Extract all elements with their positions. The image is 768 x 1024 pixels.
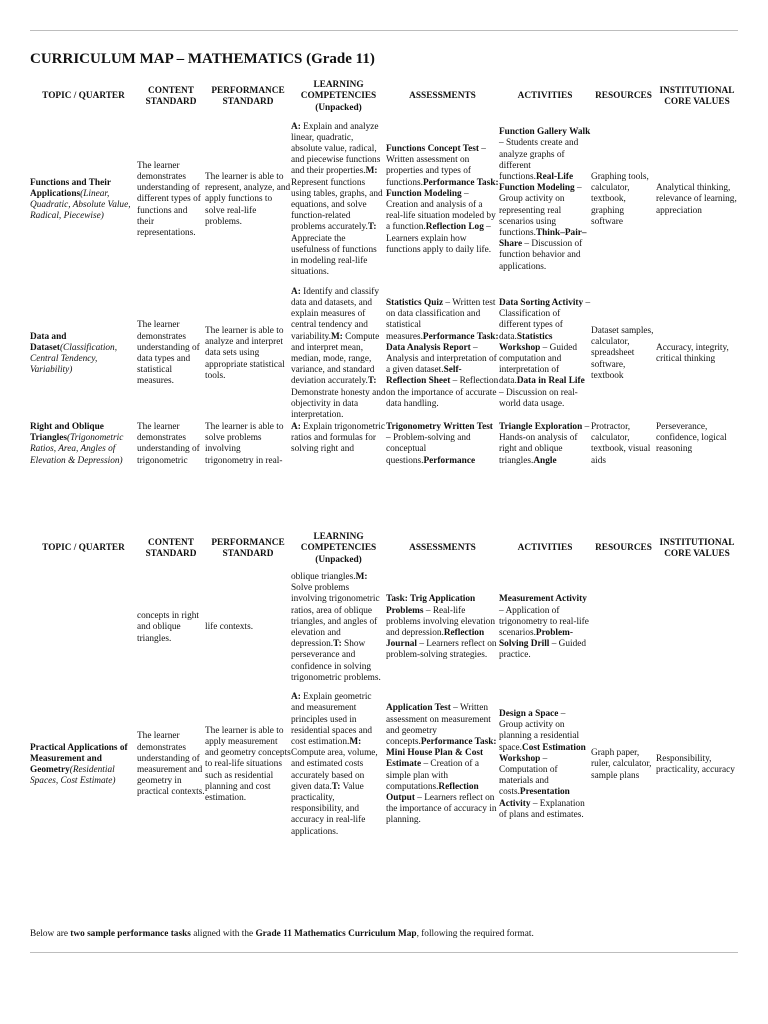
curriculum-table-part-1 [30,80,738,472]
cell-text: – Reflection on the importance of accurate data handling. [386,376,499,409]
cell-text: Show perseverance and confidence in solving trigonometric problems. [291,639,381,683]
header-topic: TOPIC / QUARTER [42,91,125,102]
footer-prefix: Below are [30,929,71,939]
topic-cell [30,286,137,422]
cell-text: Explain trigonometric ratios and formulas for solving right and [291,422,385,455]
footer-bold-tasks: two sample performance tasks [70,929,191,939]
cell-text: – Creation of a simple plan with computations. [386,759,479,792]
performance-standard-cell: The learner is able to apply measurement and geometry concepts to real-life situations such as residential planning and cost estimation. [205,725,291,803]
table-row [30,690,738,840]
cell-label: Triangle Exploration [499,422,583,432]
cell-label: M: [330,331,343,342]
resources-cell: Dataset samples, calculator, spreadsheet software, textbook [591,325,654,381]
cell-label: Think–Pair–Share [499,228,587,250]
resources-cell: Graph paper, ruler, calculator, sample plans [591,748,652,781]
header-performance-standard: PERFORMANCE STANDARD [211,537,285,559]
header-assessments: ASSESSMENTS [409,91,476,102]
topic-cell [30,566,137,690]
cell-text: – Application of trigonometry to real-life scenarios. [499,605,589,638]
cell-text: – Written assessment on properties and types of functions. [386,143,486,188]
core-values-cell: Accuracy, integrity, critical thinking [656,342,729,364]
curriculum-table [30,80,738,472]
cell-label: Data in Real Life [516,376,585,387]
topic-name: Data and Dataset [30,331,67,353]
cell-label: Application Test [386,703,451,714]
cell-text: Compute and interpret mean, median, mode, range, variance, and standard deviation accurately. [291,331,380,387]
competencies-cell [291,114,386,286]
header-topic: TOPIC / QUARTER [42,543,125,554]
assessments-cell [386,422,499,472]
cell-label: A: [291,121,301,132]
cell-text: Appreciate the usefulness of functions in modeling real-life situations. [291,233,377,278]
bottom-rule [30,952,738,953]
competencies-cell [291,690,386,840]
cell-text: – Learners explain how functions apply to daily life. [386,222,492,255]
header-activities: ACTIVITIES [517,91,573,102]
topic-cell [30,422,137,472]
cell-text: – Group activity on planning a residential space. [499,708,580,753]
cell-label: Functions Concept Test [386,143,479,154]
table-row [30,566,738,690]
cell-label: Trigonometry Written Test [386,422,493,432]
activities-cell [499,566,591,690]
resources-cell: Graphing tools, calculator, textbook, graphing software [591,171,649,227]
table-row [30,422,738,472]
cell-text: – Learners reflect on the importance of accuracy in planning. [386,793,497,826]
activities-cell [499,114,591,286]
content-standard-cell: The learner demonstrates understanding of trigonometric [137,422,200,466]
cell-text: Explain and analyze linear, quadratic, absolute value, radical, and piecewise functions and their properties. [291,121,381,177]
activities-cell [499,286,591,422]
footer-note [30,929,534,939]
cell-label: Performance Task: Data Analysis Report [386,331,499,353]
resources-cell: Protractor, calculator, textbook, visual aids [591,422,651,466]
cell-text: – Written test on data classification and statistical measures. [386,297,496,342]
cell-text: Demonstrate honesty and objectivity in data interpretation. [291,387,386,421]
cell-label: Performance [423,455,476,466]
cell-text: – Real-life problems involving elevation and depression. [386,605,495,638]
assessments-cell [386,690,499,840]
cell-text: Identify and classify data and datasets, and explain measures of central tendency and variability. [291,286,380,342]
cell-label: Function Gallery Walk [499,127,591,138]
cell-label: Design a Space [499,708,559,719]
topic-name: Practical Applications of Measurement and Geometry [30,742,128,775]
topic-subtopics: (Linear, Quadratic, Absolute Value, Radical, Piecewise) [30,188,131,222]
cell-label: Performance Task: Mini House Plan & Cost Estimate [386,736,497,770]
cell-label: Problem-Solving Drill [499,628,573,650]
competencies-cell [291,566,386,690]
header-content-standard: CONTENT STANDARD [145,85,197,107]
activities-cell [499,422,591,472]
header-learning-competencies: LEARNING COMPETENCIES (Unpacked) [300,532,377,565]
header-core-values: INSTITUTIONAL CORE VALUES [659,537,735,559]
cell-text: Solve problems involving trigonometric ratios, area of oblique triangles, and angles of elevation and depression. [291,583,380,650]
header-core-values: INSTITUTIONAL CORE VALUES [659,85,735,107]
header-resources: RESOURCES [595,91,652,102]
cell-text: – Creation and analysis of a real-life situation modeled by a function. [386,188,496,233]
competencies-cell [291,286,386,422]
performance-standard-cell: The learner is able to solve problems involving trigonometry in real- [205,422,284,466]
activities-cell [499,690,591,840]
cell-label: M: [349,736,362,747]
core-values-cell [656,566,738,690]
cell-label: Reflection Journal [386,628,485,650]
cell-label: A: [291,422,301,432]
cell-text: – Group activity on representing real scenarios using functions. [499,183,582,238]
topic-cell [30,690,137,840]
cell-label: Presentation Activity [499,787,570,809]
top-rule [30,30,738,31]
content-standard-cell: The learner demonstrates understanding of data types and statistical measures. [137,320,200,387]
footer-bold-map: Grade 11 Mathematics Curriculum Map [255,929,417,939]
cell-label: Angle [533,455,557,466]
core-values-cell: Responsibility, practicality, accuracy [656,753,735,775]
topic-name: Right and Oblique Triangles [30,422,104,444]
cell-text: – Hands-on analysis of right and oblique triangles. [499,422,590,466]
assessments-cell [386,566,499,690]
cell-text: – Analysis and interpretation of a given dataset. [386,342,497,376]
cell-text: Explain geometric and measurement principles used in residential spaces and cost estimation. [291,692,373,747]
header-resources: RESOURCES [595,543,652,554]
cell-text: – Discussion of function behavior and applications. [499,239,583,272]
cell-text: – Classification of different types of data. [499,297,591,342]
cell-label: T: [367,222,377,233]
topic-name: Functions and Their Applications [30,177,111,199]
cell-text: – Guided computation and interpretation of data. [499,342,578,387]
cell-text: – Discussion on real-world data usage. [499,387,578,409]
cell-text: – Learners reflect on problem-solving strategies. [386,639,497,661]
cell-label: Task: Trig Application Problems [386,594,476,616]
cell-label: T: [367,376,377,387]
cell-label: A: [291,692,301,703]
header-assessments: ASSESSMENTS [409,543,476,554]
topic-subtopics: (Classification, Central Tendency, Variability) [30,342,118,376]
competencies-cell [291,422,386,472]
cell-label: T: [333,639,342,650]
cell-label: Reflection Log [425,222,484,233]
assessments-cell [386,114,499,286]
cell-label: Statistics Quiz [386,297,444,308]
cell-label: Real-Life Function Modeling [499,171,575,194]
content-standard-cell: concepts in right and oblique triangles. [137,611,199,644]
core-values-cell: Analytical thinking, relevance of learning, appreciation [656,183,737,216]
core-values-cell: Perseverance, confidence, logical reasoning [656,422,727,455]
cell-label: T: [331,781,341,792]
table-header-row [30,80,738,114]
cell-text: – Written assessment on measurement and geometry concepts. [386,703,491,747]
cell-label: M: [355,571,368,582]
cell-text: oblique triangles. [291,571,356,582]
document-title: CURRICULUM MAP – MATHEMATICS (Grade 11) [30,51,375,67]
header-content-standard: CONTENT STANDARD [145,537,197,559]
content-standard-cell: The learner demonstrates understanding of different types of functions and their representations. [137,160,201,238]
cell-text: – Students create and analyze graphs of different functions. [499,138,579,182]
cell-label: Reflection Output [386,781,479,803]
curriculum-table-continued [30,532,738,840]
cell-text: Represent functions using tables, graphs, and equations, and solve function-related problems accurately. [291,177,383,233]
performance-standard-cell: The learner is able to represent, analyze, and apply functions to solve real-life problems. [205,171,291,227]
performance-standard-cell: life contexts. [205,622,254,633]
cell-label: Measurement Activity [499,594,587,605]
footer-suffix: , following the required format. [416,929,534,939]
table-row [30,286,738,422]
cell-label: Data Sorting Activity [499,297,584,308]
cell-text: Compute area, volume, and estimated costs accurately based on given data. [291,748,378,792]
topic-cell [30,114,137,286]
cell-text: – Problem-solving and conceptual questions. [386,433,471,466]
header-learning-competencies: LEARNING COMPETENCIES (Unpacked) [300,80,377,113]
assessments-cell [386,286,499,422]
cell-text: Value practicality, responsibility, and accuracy in real-life applications. [291,781,366,837]
cell-label: Cost Estimation Workshop [499,742,586,764]
table-row [30,114,738,286]
topic-subtopics: (Residential Spaces, Cost Estimate) [30,765,116,787]
cell-label: A: [291,286,301,297]
topic-subtopics: (Trigonometric Ratios, Area, Angles of Elevation & Depression) [30,433,124,466]
cell-label: M: [365,166,378,177]
cell-text: – Explanation of plans and estimates. [499,798,585,820]
cell-label: Self-Reflection Sheet [386,365,462,387]
header-activities: ACTIVITIES [517,543,573,554]
cell-text: – Computation of materials and costs. [499,753,558,798]
resources-cell [591,566,656,690]
footer-middle: aligned with the [190,929,256,939]
performance-standard-cell: The learner is able to analyze and interpret data sets using appropriate statistical tools. [205,325,285,381]
content-standard-cell: The learner demonstrates understanding of measurement and geometry in practical contexts. [137,731,205,798]
cell-label: Performance Task: Function Modeling [386,177,499,199]
cell-label: Statistics Workshop [499,331,553,353]
header-performance-standard: PERFORMANCE STANDARD [211,85,285,107]
curriculum-table-part-2 [30,532,738,850]
table-header-row [30,532,738,566]
cell-text: – Guided practice. [499,639,587,661]
